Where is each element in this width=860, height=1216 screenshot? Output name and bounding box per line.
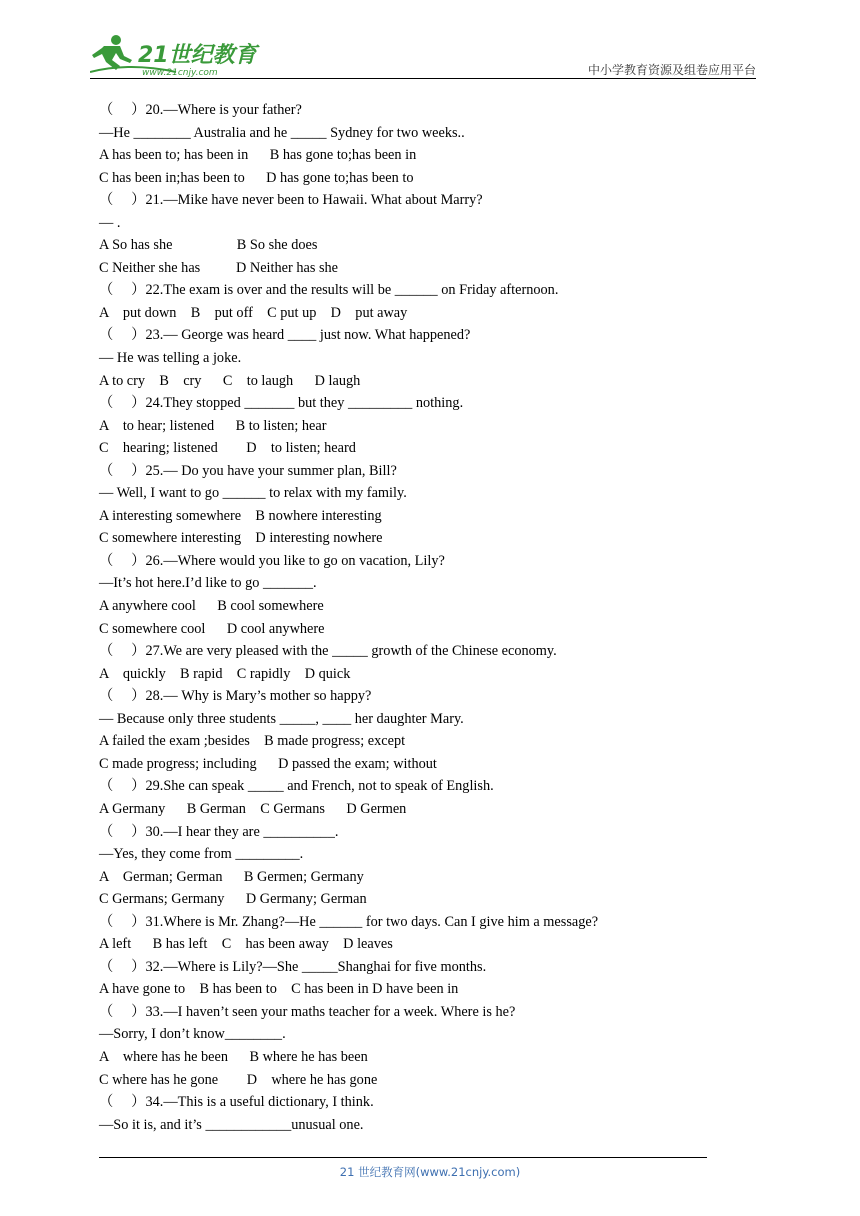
text-line: （ ）22.The exam is over and the results will be ______ on Friday afternoon. (99, 282, 559, 299)
text-line: A interesting somewhere B nowhere interesting (99, 507, 382, 524)
text-line: C made progress; including D passed the exam; without (99, 755, 437, 772)
text-line: A failed the exam ;besides B made progress; except (99, 733, 406, 750)
svg-text:21世纪教育: 21世纪教育 (138, 43, 257, 68)
text-line: C somewhere interesting D interesting nowhere (99, 530, 383, 547)
text-line: A German; German B Germen; Germany (99, 868, 364, 885)
text-line: A put down B put off C put up D put away (99, 304, 408, 321)
text-line: （ ）33.—I haven’t seen your maths teacher for a week. Where is he? (99, 1003, 516, 1020)
runner-icon (92, 35, 132, 70)
text-line: — Well, I want to go ______ to relax with my family. (99, 485, 407, 502)
header-divider (90, 78, 756, 79)
text-line: A to cry B cry C to laugh D laugh (99, 372, 361, 389)
text-line: A quickly B rapid C rapidly D quick (99, 665, 351, 682)
text-line: C hearing; listened D to listen; heard (99, 440, 356, 457)
text-line: A to hear; listened B to listen; hear (99, 417, 327, 434)
text-line: A anywhere cool B cool somewhere (99, 598, 324, 615)
exercise-text (99, 99, 739, 1136)
text-line: C has been in;has been to D has gone to;has been to (99, 169, 414, 186)
platform-title: 中小学教育资源及组卷应用平台 (587, 63, 756, 77)
text-line: （ ）21.—Mike have never been to Hawaii. What about Marry? (99, 192, 483, 209)
svg-text:www.21cnjy.com: www.21cnjy.com (142, 68, 218, 78)
text-line: A where has he been B where he has been (99, 1048, 368, 1065)
page-header (90, 30, 756, 82)
text-line: （ ）30.—I hear they are __________. (99, 823, 339, 840)
text-line: A have gone to B has been to C has been in D have been in (99, 981, 459, 998)
text-line: （ ）23.— George was heard ____ just now. What happened? (99, 327, 471, 344)
text-line: —Yes, they come from _________. (99, 846, 304, 863)
page-footer: 21 世纪教育网(www.21cnjy.com) (339, 1165, 521, 1179)
text-line: C Neither she has D Neither has she (99, 259, 339, 276)
text-line: A So has she B So she does (99, 237, 318, 254)
text-line: C somewhere cool D cool anywhere (99, 620, 325, 637)
text-line: （ ）20.—Where is your father? (99, 102, 302, 118)
text-line: —So it is, and it’s ____________unusual one. (99, 1116, 364, 1133)
text-line: — Because only three students _____, ____ her daughter Mary. (99, 710, 464, 727)
text-line: （ ）28.— Why is Mary’s mother so happy? (99, 688, 372, 705)
text-line: （ ）24.They stopped _______ but they _________ nothing. (99, 395, 464, 412)
text-line: （ ）29.She can speak _____ and French, not to speak of English. (99, 778, 494, 795)
text-line: — He was telling a joke. (99, 350, 242, 367)
text-line: A left B has left C has been away D leaves (99, 936, 393, 953)
text-line: —It’s hot here.I’d like to go _______. (99, 575, 317, 592)
text-line: —He ________ Australia and he _____ Sydney for two weeks.. (99, 124, 465, 141)
text-line: （ ）31.Where is Mr. Zhang?—He ______ for two days. Can I give him a message? (99, 913, 599, 930)
text-line: —Sorry, I don’t know________. (99, 1026, 286, 1043)
text-line: A Germany B German C Germans D Germen (99, 800, 407, 817)
text-line: （ ）32.—Where is Lily?—She _____Shanghai for five months. (99, 958, 487, 975)
text-line: （ ）27.We are very pleased with the _____ growth of the Chinese economy. (99, 643, 557, 660)
text-line: — . (99, 214, 121, 231)
text-line: （ ）25.— Do you have your summer plan, Bill? (99, 462, 397, 479)
text-line: A has been to; has been in B has gone to;has been in (99, 147, 417, 164)
footer-divider (99, 1157, 707, 1158)
text-line: C where has he gone D where he has gone (99, 1071, 378, 1088)
text-line: （ ）26.—Where would you like to go on vacation, Lily? (99, 552, 445, 569)
site-logo (90, 32, 260, 78)
text-line: （ ）34.—This is a useful dictionary, I think. (99, 1094, 374, 1111)
text-line: C Germans; Germany D Germany; German (99, 891, 367, 908)
